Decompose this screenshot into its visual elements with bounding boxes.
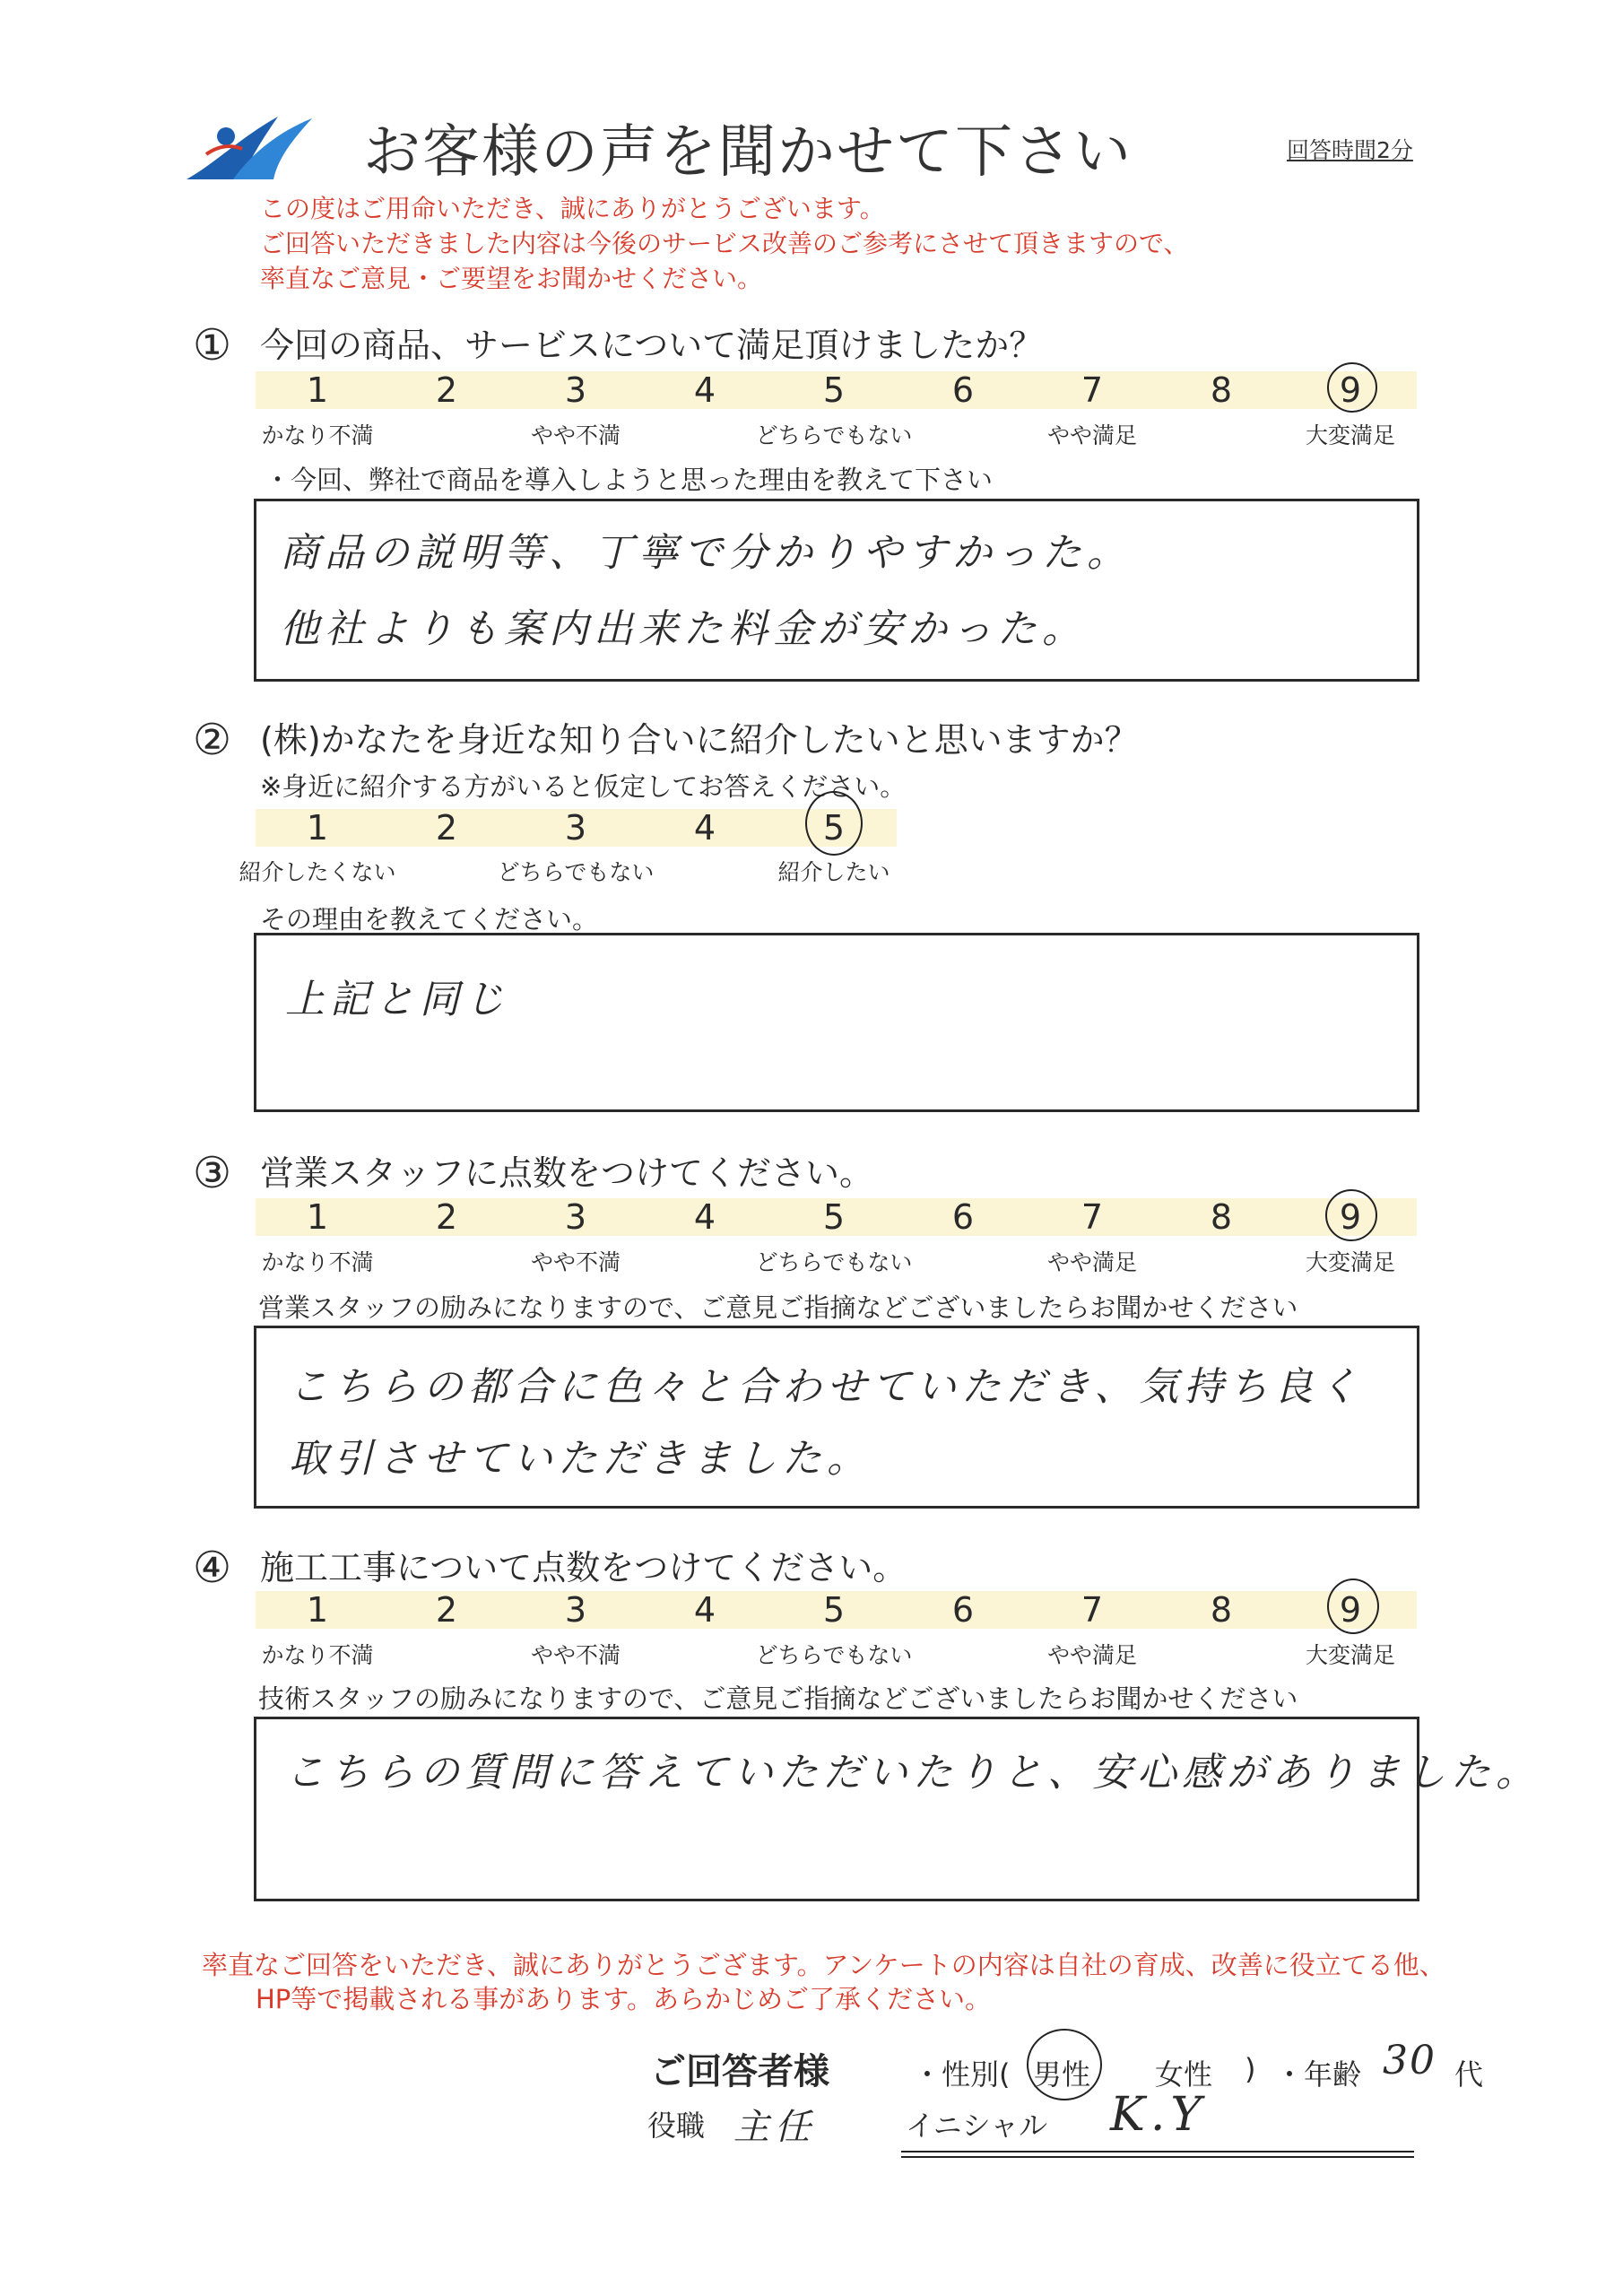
q3-score-3[interactable]: 3 <box>564 1197 587 1237</box>
q2-label-neutral: どちらでもない <box>497 859 655 885</box>
position-label: 役職 <box>647 2109 706 2143</box>
page-title: お客様の声を聞かせて下さい <box>363 119 1133 186</box>
gender-label: ・性別( <box>913 2057 1011 2092</box>
question-3-number: ③ <box>193 1148 232 1198</box>
q4-score-8[interactable]: 8 <box>1210 1590 1233 1630</box>
q1-label-dissatisfied: やや不満 <box>530 422 621 448</box>
question-1-text: 今回の商品、サービスについて満足頂けましたか？ <box>260 326 1044 365</box>
q4-label-satisfied: やや満足 <box>1046 1642 1138 1668</box>
q2-score-1[interactable]: 1 <box>306 808 329 848</box>
q1-label-very-dissatisfied: かなり不満 <box>261 422 374 448</box>
q1-score-1[interactable]: 1 <box>306 370 329 410</box>
question-4-sub: 技術スタッフの励みになりますので、ご意見ご指摘などございましたらお聞かせください <box>258 1683 1298 1714</box>
age-suffix: 代 <box>1454 2057 1484 2092</box>
q3-score-4[interactable]: 4 <box>693 1197 716 1237</box>
question-2-sub: その理由を教えてください。 <box>260 904 599 935</box>
q1-answer-line: 商品の説明等、丁寧で分かりやすかった。 <box>280 530 1132 576</box>
q3-label-dissatisfied: やや不満 <box>530 1249 621 1275</box>
q1-selected-circle <box>1327 362 1377 413</box>
q1-score-5[interactable]: 5 <box>822 370 846 410</box>
q4-score-4[interactable]: 4 <box>693 1590 716 1630</box>
question-3-text: 営業スタッフに点数をつけてください。 <box>260 1153 874 1193</box>
question-4-text: 施工工事について点数をつけてください。 <box>260 1548 907 1587</box>
q3-label-very-dissatisfied: かなり不満 <box>261 1249 374 1275</box>
q4-score-2[interactable]: 2 <box>435 1590 458 1630</box>
q3-score-7[interactable]: 7 <box>1081 1197 1104 1237</box>
q1-score-3[interactable]: 3 <box>564 370 587 410</box>
question-4-number: ④ <box>193 1543 232 1593</box>
notice-line: HP等で掲載される事があります。あらかじめご了承ください。 <box>256 1984 991 2014</box>
intro-line: ご回答いただきました内容は今後のサービス改善のご参考にさせて頂きますので、 <box>260 229 1189 258</box>
q4-score-6[interactable]: 6 <box>951 1590 975 1630</box>
q1-label-satisfied: やや満足 <box>1046 422 1138 448</box>
gender-selected-circle <box>1027 2029 1102 2100</box>
q4-label-neutral: どちらでもない <box>755 1642 913 1668</box>
respondent-title: ご回答者様 <box>650 2051 829 2092</box>
q3-label-very-satisfied: 大変満足 <box>1305 1249 1396 1275</box>
q2-selected-circle <box>805 791 863 856</box>
intro-line: この度はご用命いただき、誠にありがとうございます。 <box>260 194 885 223</box>
gender-female-option[interactable]: 女性 <box>1155 2057 1213 2092</box>
q2-label-no: 紹介したくない <box>239 859 396 885</box>
q2-score-5[interactable]: 5 <box>822 808 846 848</box>
footer-notice <box>202 1948 1445 2016</box>
q1-score-7[interactable]: 7 <box>1081 370 1104 410</box>
intro-line: 率直なご意見・ご要望をお聞かせください。 <box>260 264 763 293</box>
q3-score-2[interactable]: 2 <box>435 1197 458 1237</box>
age-value: 30 <box>1383 2038 1436 2083</box>
q1-score-6[interactable]: 6 <box>951 370 975 410</box>
question-3-sub: 営業スタッフの励みになりますので、ご意見ご指摘などございましたらお聞かせください <box>258 1292 1298 1323</box>
q4-label-dissatisfied: やや不満 <box>530 1642 621 1668</box>
q3-label-neutral: どちらでもない <box>755 1249 913 1275</box>
q1-label-very-satisfied: 大変満足 <box>1305 422 1396 448</box>
q2-score-2[interactable]: 2 <box>435 808 458 848</box>
q1-score-8[interactable]: 8 <box>1210 370 1233 410</box>
q4-score-5[interactable]: 5 <box>822 1590 846 1630</box>
intro-text <box>260 191 1188 296</box>
question-1-sub: ・今回、弊社で商品を導入しようと思った理由を教えて下さい <box>265 465 994 495</box>
notice-line: 率直なご回答をいただき、誠にありがとうござます。アンケートの内容は自社の育成、改善に役立てる他、 <box>202 1950 1445 1980</box>
company-logo <box>179 100 314 190</box>
q3-selected-circle <box>1325 1189 1377 1241</box>
q4-score-3[interactable]: 3 <box>564 1590 587 1630</box>
initial-underline <box>901 2151 1414 2152</box>
q4-label-very-satisfied: 大変満足 <box>1305 1642 1396 1668</box>
q1-answer-line: 他社よりも案内出来た料金が安かった。 <box>280 606 1087 652</box>
question-2-number: ② <box>193 715 232 765</box>
q4-answer-line: こちらの質問に答えていただいたりと、安心感がありました。 <box>285 1750 1541 1796</box>
question-1-number: ① <box>193 320 232 370</box>
q4-label-very-dissatisfied: かなり不満 <box>261 1642 374 1668</box>
q1-score-2[interactable]: 2 <box>435 370 458 410</box>
q3-answer-line: 取引させていただきました。 <box>289 1436 872 1482</box>
gender-close: ) <box>1245 2052 1256 2086</box>
question-2-text: (株)かなたを身近な知り合いに紹介したいと思いますか？ <box>260 720 1139 760</box>
q2-score-4[interactable]: 4 <box>693 808 716 848</box>
initial-underline <box>901 2156 1414 2158</box>
q3-score-6[interactable]: 6 <box>951 1197 975 1237</box>
q3-answer-line: こちらの都合に色々と合わせていただき、気持ち良く <box>289 1364 1364 1410</box>
q3-score-9[interactable]: 9 <box>1339 1197 1362 1237</box>
q3-score-1[interactable]: 1 <box>306 1197 329 1237</box>
q2-score-3[interactable]: 3 <box>564 808 587 848</box>
q4-selected-circle <box>1327 1578 1379 1634</box>
q1-score-4[interactable]: 4 <box>693 370 716 410</box>
answer-time: 回答時間2分 <box>1287 137 1413 163</box>
gender-male-option[interactable]: 男性 <box>1033 2057 1091 2092</box>
q2-answer-line: 上記と同じ <box>285 977 509 1022</box>
initial-label: イニシャル <box>906 2109 1048 2143</box>
q2-label-yes: 紹介したい <box>777 859 890 885</box>
q3-score-8[interactable]: 8 <box>1210 1197 1233 1237</box>
position-value: 主任 <box>733 2107 816 2148</box>
age-label: ・年齢 <box>1275 2057 1362 2092</box>
q1-label-neutral: どちらでもない <box>755 422 913 448</box>
q3-label-satisfied: やや満足 <box>1046 1249 1138 1275</box>
question-2-note: ※身近に紹介する方がいると仮定してお答えください。 <box>260 771 907 802</box>
q4-score-9[interactable]: 9 <box>1339 1590 1362 1630</box>
q4-score-1[interactable]: 1 <box>306 1590 329 1630</box>
q1-score-9[interactable]: 9 <box>1339 370 1362 410</box>
q4-score-7[interactable]: 7 <box>1081 1590 1104 1630</box>
q3-score-5[interactable]: 5 <box>822 1197 846 1237</box>
initial-value: K.Y <box>1110 2088 1207 2142</box>
